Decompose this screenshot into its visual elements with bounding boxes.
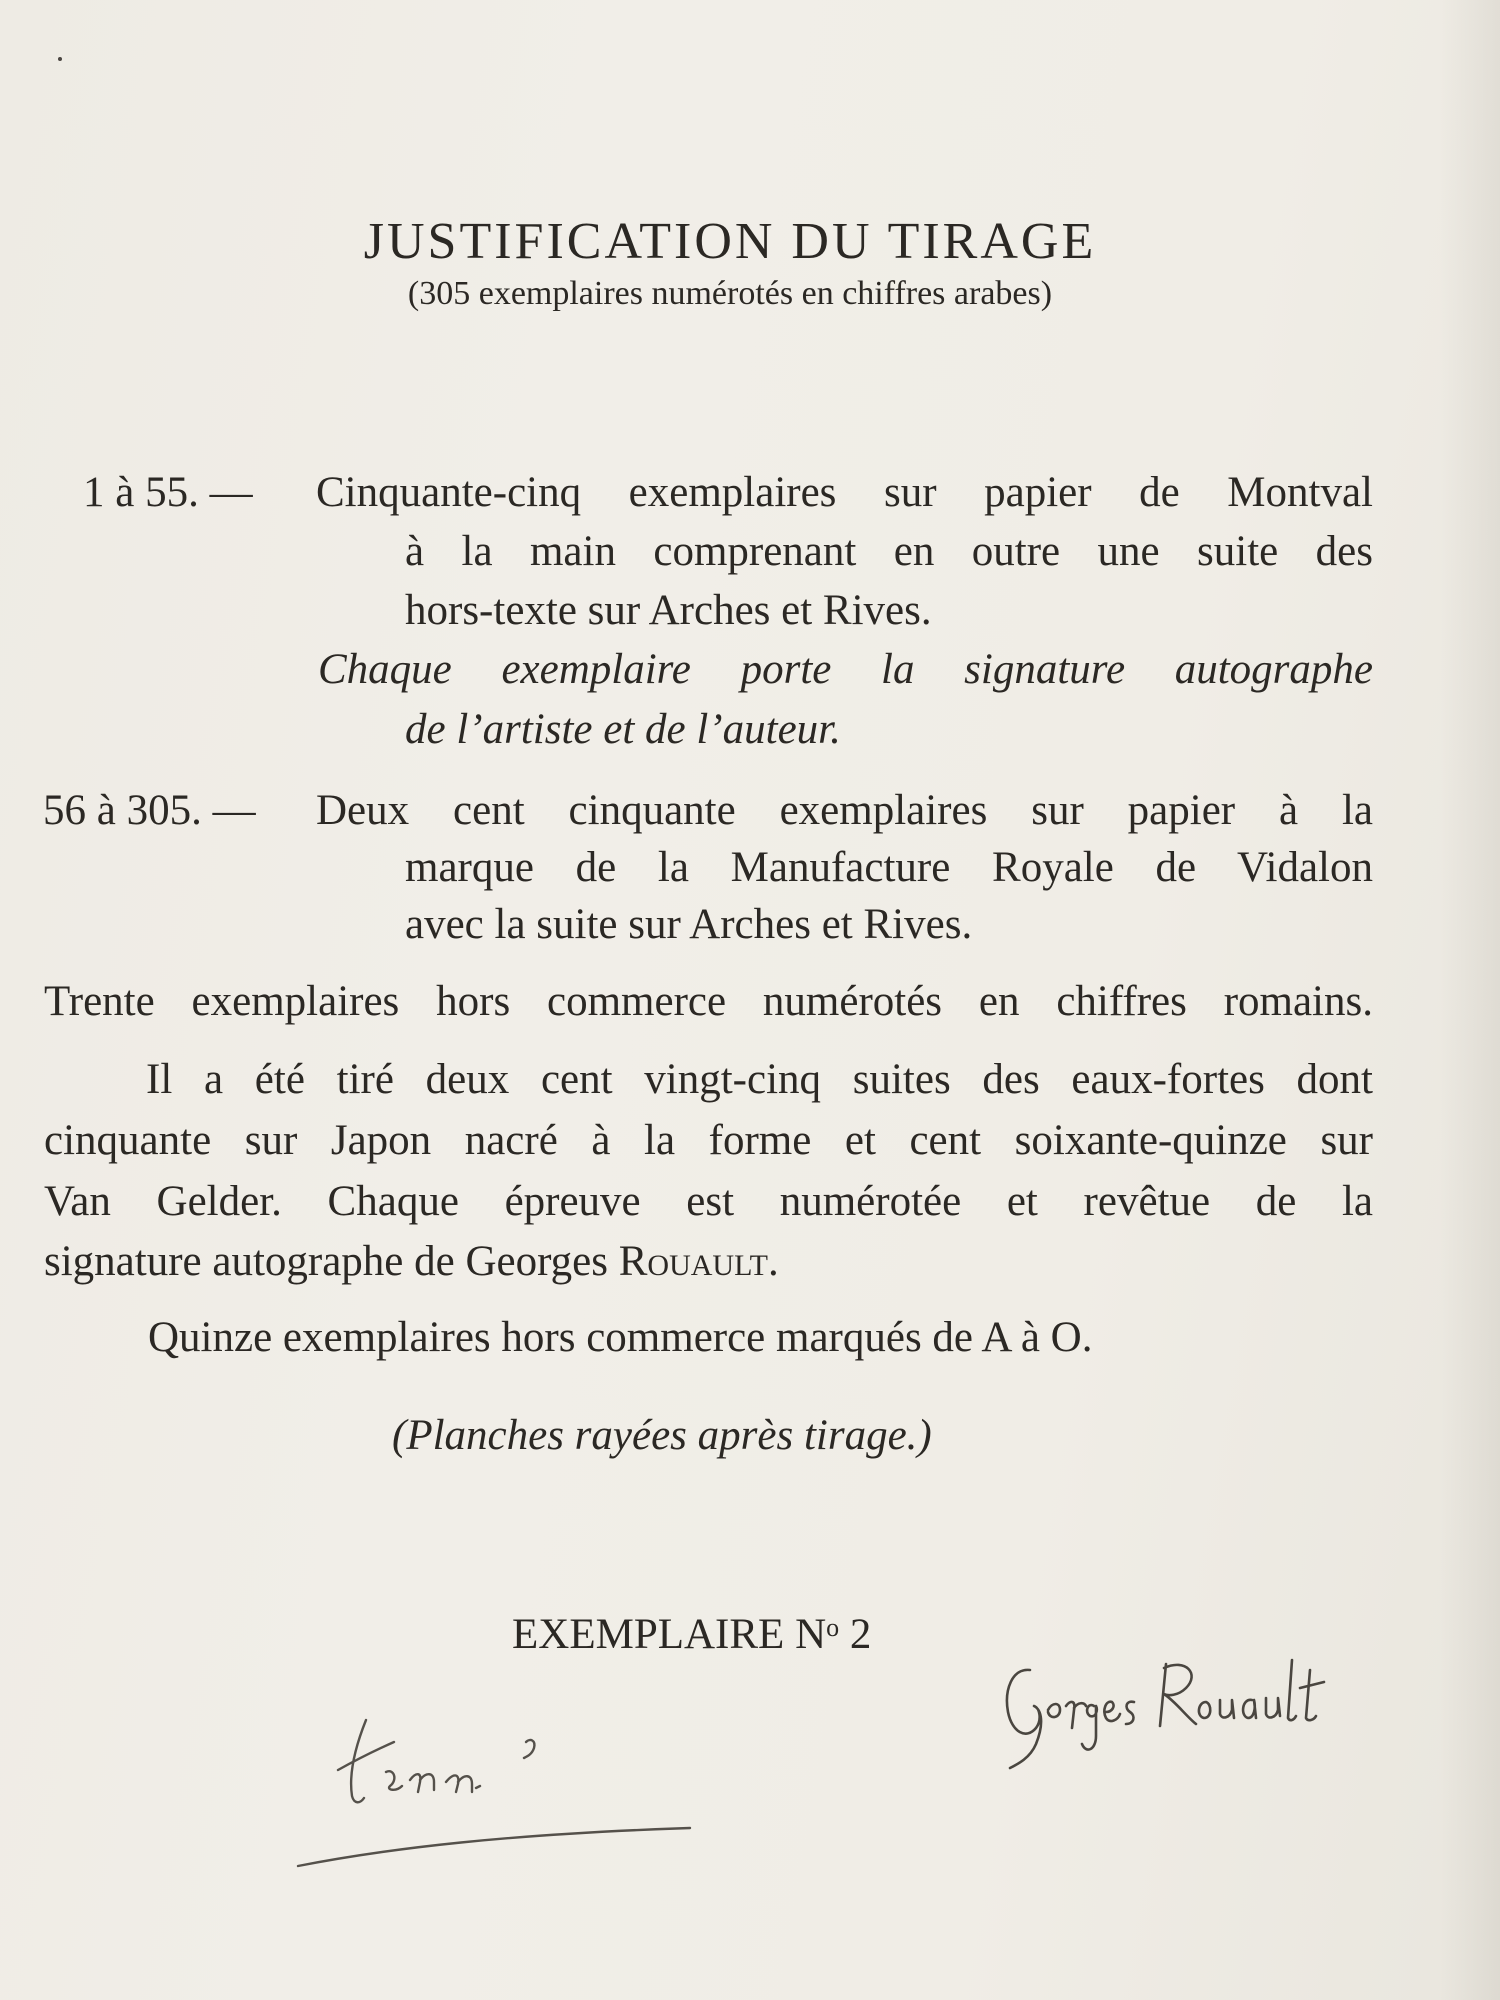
- signature-left: [290, 1700, 710, 1880]
- page-subtitle: (305 exemplaires numérotés en chiffres arabes): [407, 275, 1053, 312]
- entry2-line-1: Deux cent cinquante exemplaires sur papier à la: [316, 787, 1373, 834]
- exemplaire-number-line: [512, 1610, 871, 1659]
- entry2-number: 56 à 305. —: [43, 787, 256, 834]
- suites-line-3: Van Gelder. Chaque épreuve est numérotée et revêtue de la: [44, 1178, 1373, 1225]
- entry2-line-2: marque de la Manufacture Royale de Vidalon: [405, 844, 1373, 891]
- suites-line-4: [44, 1237, 779, 1286]
- entry1-note-line-1: Chaque exemplaire porte la signature autographe: [318, 646, 1373, 693]
- entry1-note-line-2: de l’artiste et de l’auteur.: [405, 706, 841, 753]
- suites-line-2: cinquante sur Japon nacré à la forme et cent soixante-quinze sur: [44, 1117, 1373, 1164]
- planches-line: (Planches rayées après tirage.): [392, 1412, 932, 1459]
- suites-line-4-period: .: [767, 1238, 779, 1285]
- suites-line-1: Il a été tiré deux cent vingt-cinq suites des eaux-fortes dont: [146, 1056, 1373, 1103]
- page-title: JUSTIFICATION DU TIRAGE: [363, 213, 1097, 270]
- exemplaire-label: EXEMPLAIRE N: [512, 1611, 827, 1658]
- paper-speck: [58, 57, 62, 61]
- entry1-line-1: Cinquante-cinq exemplaires sur papier de Montval: [316, 469, 1373, 516]
- exemplaire-superscript: o: [826, 1613, 840, 1642]
- entry1-line-2: à la main comprenant en outre une suite des: [405, 528, 1373, 575]
- entry2-line-3: avec la suite sur Arches et Rives.: [405, 901, 973, 948]
- author-name: Rouault: [618, 1238, 768, 1285]
- quinze-line: Quinze exemplaires hors commerce marqués de A à O.: [148, 1314, 1093, 1361]
- entry1-number: 1 à 55. —: [83, 469, 253, 516]
- suites-line-4-text: signature autographe de Georges: [44, 1238, 619, 1285]
- exemplaire-value: 2: [849, 1611, 872, 1658]
- hors-commerce-line: Trente exemplaires hors commerce numérotés en chiffres romains.: [44, 978, 1373, 1025]
- entry1-line-3: hors-texte sur Arches et Rives.: [405, 587, 932, 634]
- signature-georges-rouault: [990, 1640, 1370, 1780]
- page-edge-shadow: [1440, 0, 1500, 2000]
